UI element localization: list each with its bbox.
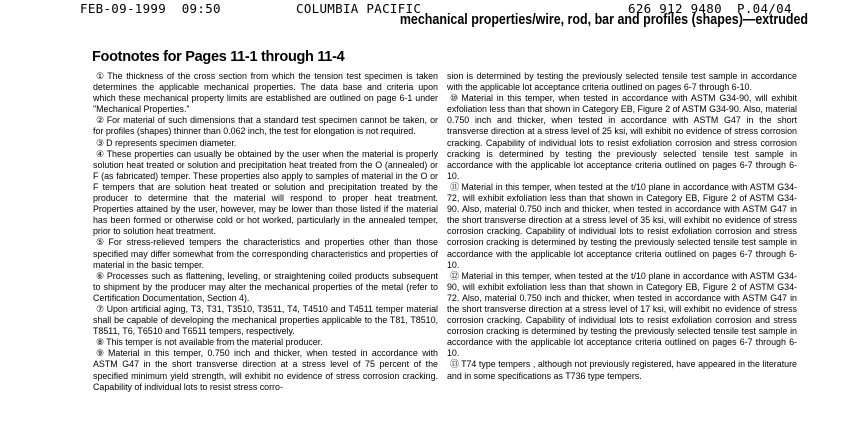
footnote-1 (93, 71, 438, 115)
footnote-marker: ④ (96, 148, 105, 159)
footnote-text: D represents specimen diameter. (106, 137, 237, 148)
footnote-3 (93, 138, 438, 149)
fax-date-time: FEB-09-1999 09:50 (80, 1, 221, 16)
footnote-text: The thickness of the cross section from which the tension test specimen is taken determines the applicable mechanical properties. The data base and criteria upon which these mechanical property limits are established are outlined on page 6-1 under "Mechanical Properties." (93, 71, 438, 115)
footnote-text: This temper is not available from the material producer. (106, 337, 323, 348)
footnote-8 (93, 337, 438, 348)
fax-phone: 626 912 9480 (628, 1, 722, 16)
footnote-text: Material in this temper, 0.750 inch and thicker, when tested in accordance with ASTM G47 in the short transverse direction at a stress level of 75 percent of the specified minimum yield strength, will exhibit no evidence of stress corrosion cracking. Capability of individual lots to resist stress corro- (93, 348, 438, 392)
footnote-text: Processes such as flattening, leveling, or straightening coiled products subsequent to shipment by the producer may alter the mechanical properties of the metal (refer to Certification Documentation, Section 4). (93, 270, 439, 303)
footnote-marker: ⑦ (96, 303, 105, 314)
footnote-11 (447, 182, 797, 271)
section-title: Footnotes for Pages 11-1 through 11-4 (92, 49, 345, 65)
footnote-5 (93, 237, 438, 270)
footnote-text: Upon artificial aging, T3, T31, T3510, T3511, T4, T4510 and T4511 temper material shall be capable of developing the mechanical properties applicable to the T81, T8510, T8511, T6, T6510 and T6511 tempers, respectively. (93, 303, 438, 337)
footnote-marker: ⑪ (450, 181, 460, 192)
footnotes-left-column (93, 71, 438, 393)
footnote-7 (93, 304, 438, 337)
footnote-9 (93, 348, 438, 392)
footnote-4 (93, 149, 438, 238)
footnote-marker: ⑥ (96, 270, 105, 281)
footnote-marker: ① (96, 71, 106, 81)
footnote-2 (93, 115, 438, 137)
footnote-text: Material in this temper, when tested in accordance with ASTM G34-90, will exhibit exfoliation less than that shown in Category EB, Figure 2 of ASTM G34-90. Also, material 0.750 inch and thicker, when tested in accordance with ASTM G47 in the short transverse direction at a stress level of 25 ksi, will exhibit no evidence of stress corrosion cracking. Capability of individual lots to resist exfoliation corrosion and stress corrosion cracking is determined by testing the previously selected tensile test sample in accordance with the applicable lot acceptance criteria outlined on pages 6-7 through 6-10. (447, 93, 797, 181)
footnote-marker: ⑨ (96, 348, 106, 359)
footnote-13 (447, 359, 797, 381)
footnote-marker: ⑬ (450, 359, 460, 370)
footnote-marker: ⑩ (450, 93, 460, 104)
footnote-6 (93, 271, 438, 304)
footnote-marker: ⑧ (96, 337, 105, 348)
footnote-text: For material of such dimensions that a standard test specimen cannot be taken, or for profiles (shapes) thinner than 0.062 inch, the test for elongation is not required. (93, 115, 438, 137)
fax-sender: COLUMBIA PACIFIC (296, 1, 422, 16)
footnote-marker: ⑫ (450, 270, 460, 281)
footnote-marker: ⑤ (96, 237, 107, 248)
footnote-marker: ② (96, 115, 105, 126)
footnote-10 (447, 93, 797, 182)
footnote-marker: ③ (96, 137, 105, 148)
footnote-text: T74 type tempers , although not previously registered, have appeared in the literature and in some specifications as T736 type tempers. (447, 359, 797, 381)
footnote-12 (447, 271, 797, 360)
footnote-text: Material in this temper, when tested at the t/10 plane in accordance with ASTM G34-72, will exhibit exfoliation less than that shown in Category EB, Figure 2 of ASTM G34-90. Also, material 0.750 inch and thicker, when tested in accordance with ASTM G47 in the short transverse direction at a stress level of 35 ksi, will exhibit no evidence of stress corrosion cracking. Capability of individual lots to resist exfoliation corrosion and stress corrosion cracking is determined by testing the previously selected tensile test sample in accordance with the applicable lot acceptance criteria outlined on pages 6-7 through 6-10. (447, 181, 797, 270)
footnote-text: For stress-relieved tempers the characteristics and properties other than those specified may differ somewhat from the corresponding characteristics and properties of material in the basic temper. (93, 237, 438, 270)
footnote-text: These properties can usually be obtained by the user when the material is properly solution heat treated or solution and precipitation heat treated from the O (annealed) or F (as fabricated) temper. These properties also apply to samples of material in the O or F tempers that are solution heat treated or solution and precipitation treated by the producer to determine that the material will respond to proper heat treatment. Properties attained by the user, however, may be lower than those listed if the material has been formed or otherwise cold or hot worked, particularly in the annealed temper, prior to solution heat treatment. (93, 148, 438, 237)
footnote-9-continued: sion is determined by testing the previously selected tensile test sample in accordance with the applicable lot acceptance criteria outlined on pages 6-7 through 6-10. (447, 71, 797, 93)
footnote-text: Material in this temper, when tested at the t/10 plane in accordance with ASTM G34-90, will exhibit exfoliation less than that shown in Category EB, Figure 2 of ASTM G34-72. Also, material 0.750 inch and thicker, when tested in accordance with ASTM G47 in the short transverse direction at a stress level of 17 ksi, will exhibit no evidence of stress corrosion cracking. Capability of individual lots to resist exfoliation corrosion and stress corrosion cracking is determined by testing the previously selected tensile test sample in accordance with the applicable lot acceptance criteria outlined on pages 6-7 through 6-10. (447, 270, 797, 359)
fax-page: P.04/04 (737, 1, 792, 16)
running-head: mechanical properties/wire, rod, bar and profiles (shapes)—extruded (399, 12, 808, 28)
footnotes-right-column (447, 71, 797, 382)
